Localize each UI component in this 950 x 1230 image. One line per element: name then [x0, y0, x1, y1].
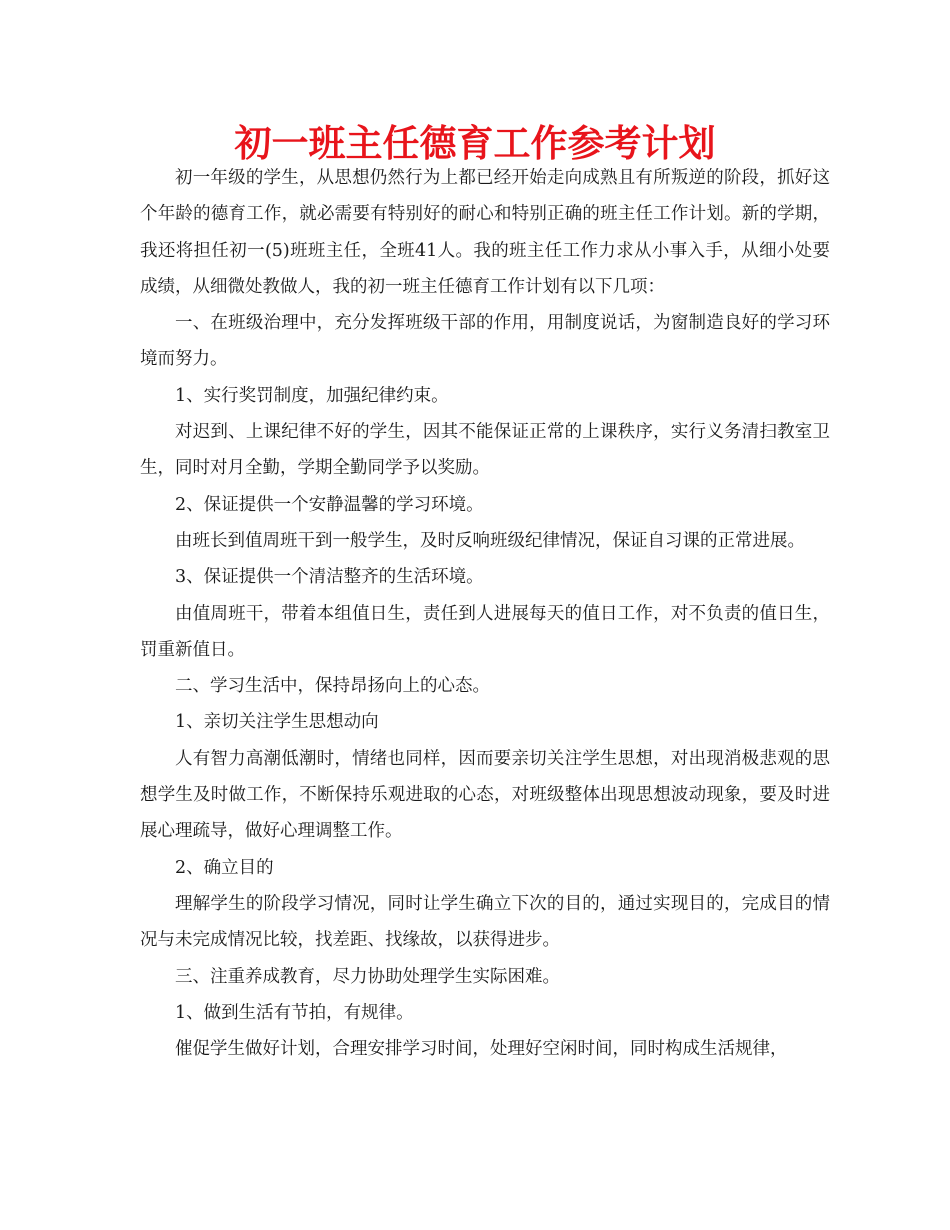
paragraph-section-3-heading: 三、注重养成教育，尽力协助处理学生实际困难。: [175, 966, 560, 987]
paragraph-item-1-2-detail: 由班长到值周班干到一般学生，及时反响班级纪律情况，保证自习课的正常进展。: [175, 530, 805, 551]
paragraph-item-2-2-detail: 理解学生的阶段学习情况，同时让学生确立下次的目的，通过实现目的，完成目的情况与未完成情况比较，找差距、找缘故，以获得进步。: [140, 893, 830, 951]
paragraph-section-1-heading: 一、在班级治理中，充分发挥班级干部的作用，用制度说话，为窗制造良好的学习环境而努力。: [140, 313, 830, 370]
document-title: 初一班主任德育工作参考计划: [234, 121, 716, 165]
paragraph-item-3-1: 1、做到生活有节拍，有规律。: [175, 1002, 414, 1023]
document-body: [140, 160, 830, 1067]
paragraph-item-1-1: 1、实行奖罚制度，加强纪律约束。: [175, 385, 449, 406]
paragraph-item-1-1-detail: 对迟到、上课纪律不好的学生，因其不能保证正常的上课秩序，实行义务清扫教室卫生，同时对月全勤，学期全勤同学予以奖励。: [140, 422, 830, 479]
paragraph-item-2-1-detail: 人有智力高潮低潮时，情绪也同样，因而要亲切关注学生思想，对出现消极悲观的思想学生及时做工作，不断保持乐观进取的心态，对班级整体出现思想波动现象，要及时进展心理疏导，做好心理调整工作。: [140, 748, 830, 842]
paragraph-section-2-heading: 二、学习生活中，保持昂扬向上的心态。: [175, 676, 490, 697]
paragraph-item-1-3-detail: 由值周班干，带着本组值日生，责任到人进展每天的值日工作，对不负责的值日生，罚重新值日。: [140, 603, 830, 660]
paragraph-item-2-2: 2、确立目的: [175, 857, 274, 878]
paragraph-item-2-1: 1、亲切关注学生思想动向: [175, 712, 379, 733]
paragraph-item-1-2: 2、保证提供一个安静温馨的学习环境。: [175, 494, 484, 515]
paragraph-intro: 初一年级的学生，从思想仍然行为上都已经开始走向成熟且有所叛逆的阶段，抓好这个年龄的德育工作，就必需要有特别好的耐心和特别正确的班主任工作计划。新的学期，我还将担任初一(5)班班主任，全班41人。我的班主任工作力求从小事入手，从细小处要成绩，从细微处教做人，我的初一班主任德育工作计划有以下几项：: [140, 168, 830, 297]
paragraph-item-1-3: 3、保证提供一个清洁整齐的生活环境。: [175, 567, 484, 588]
paragraph-item-3-1-detail: 催促学生做好计划，合理安排学习时间，处理好空闲时间，同时构成生活规律，: [175, 1039, 788, 1060]
